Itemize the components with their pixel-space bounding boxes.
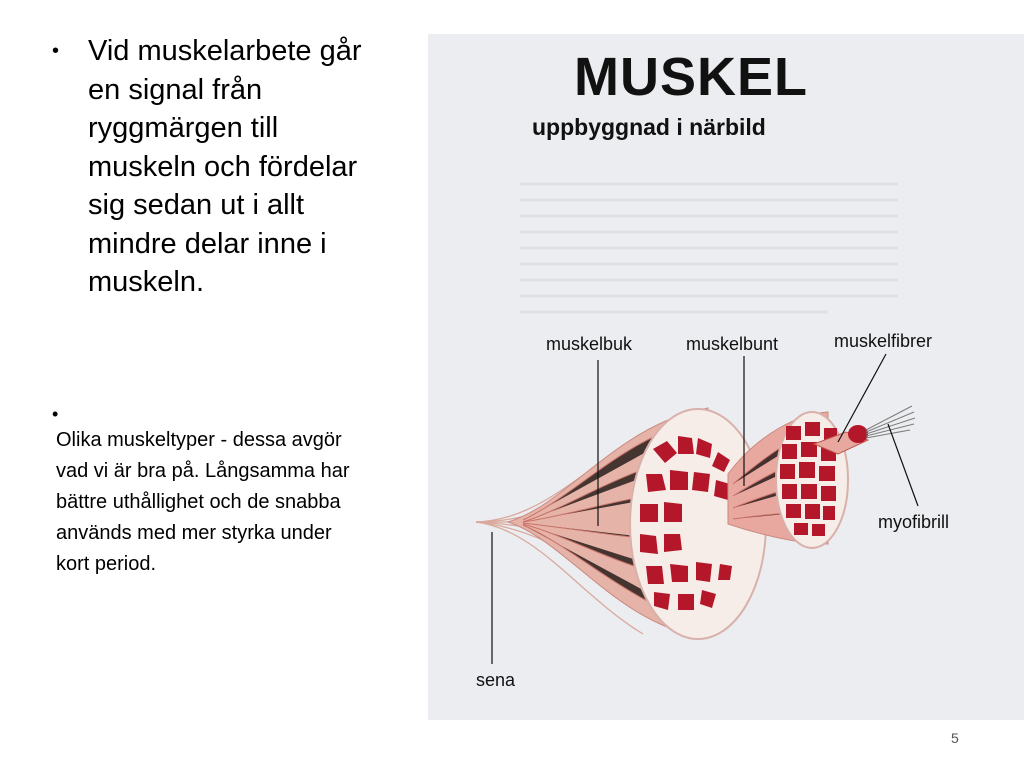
bullet-text-muscle-types: Olika muskeltyper - dessa avgör vad vi är bra på. Långsamma har bättre uthållighet och de snabba används med mer styrka under kort period. <box>56 429 350 575</box>
muscle-fiber-end <box>848 425 868 443</box>
label-muskelfibrer: muskelfibrer <box>834 331 933 351</box>
bullet-marker-2: • <box>52 404 59 424</box>
label-muskelbuk: muskelbuk <box>546 334 633 354</box>
faded-text-block <box>520 184 898 312</box>
label-sena: sena <box>476 670 516 690</box>
figure-subtitle: uppbyggnad i närbild <box>532 114 766 140</box>
label-myofibrill: myofibrill <box>878 512 950 532</box>
label-muskelbunt: muskelbunt <box>686 334 779 354</box>
page-number: 5 <box>951 730 959 746</box>
bullet-main <box>52 32 382 302</box>
leader-myofibrill <box>888 424 918 506</box>
figure-title: MUSKEL <box>574 47 808 107</box>
myofibrils <box>866 406 915 438</box>
bullet-marker: • <box>52 40 60 62</box>
muscle-figure <box>428 34 1024 720</box>
bullet-text-signal: Vid muskelarbete går en signal från ryggmärgen till muskeln och fördelar sig sedan ut i allt mindre delar inne i muskeln. <box>88 35 362 298</box>
